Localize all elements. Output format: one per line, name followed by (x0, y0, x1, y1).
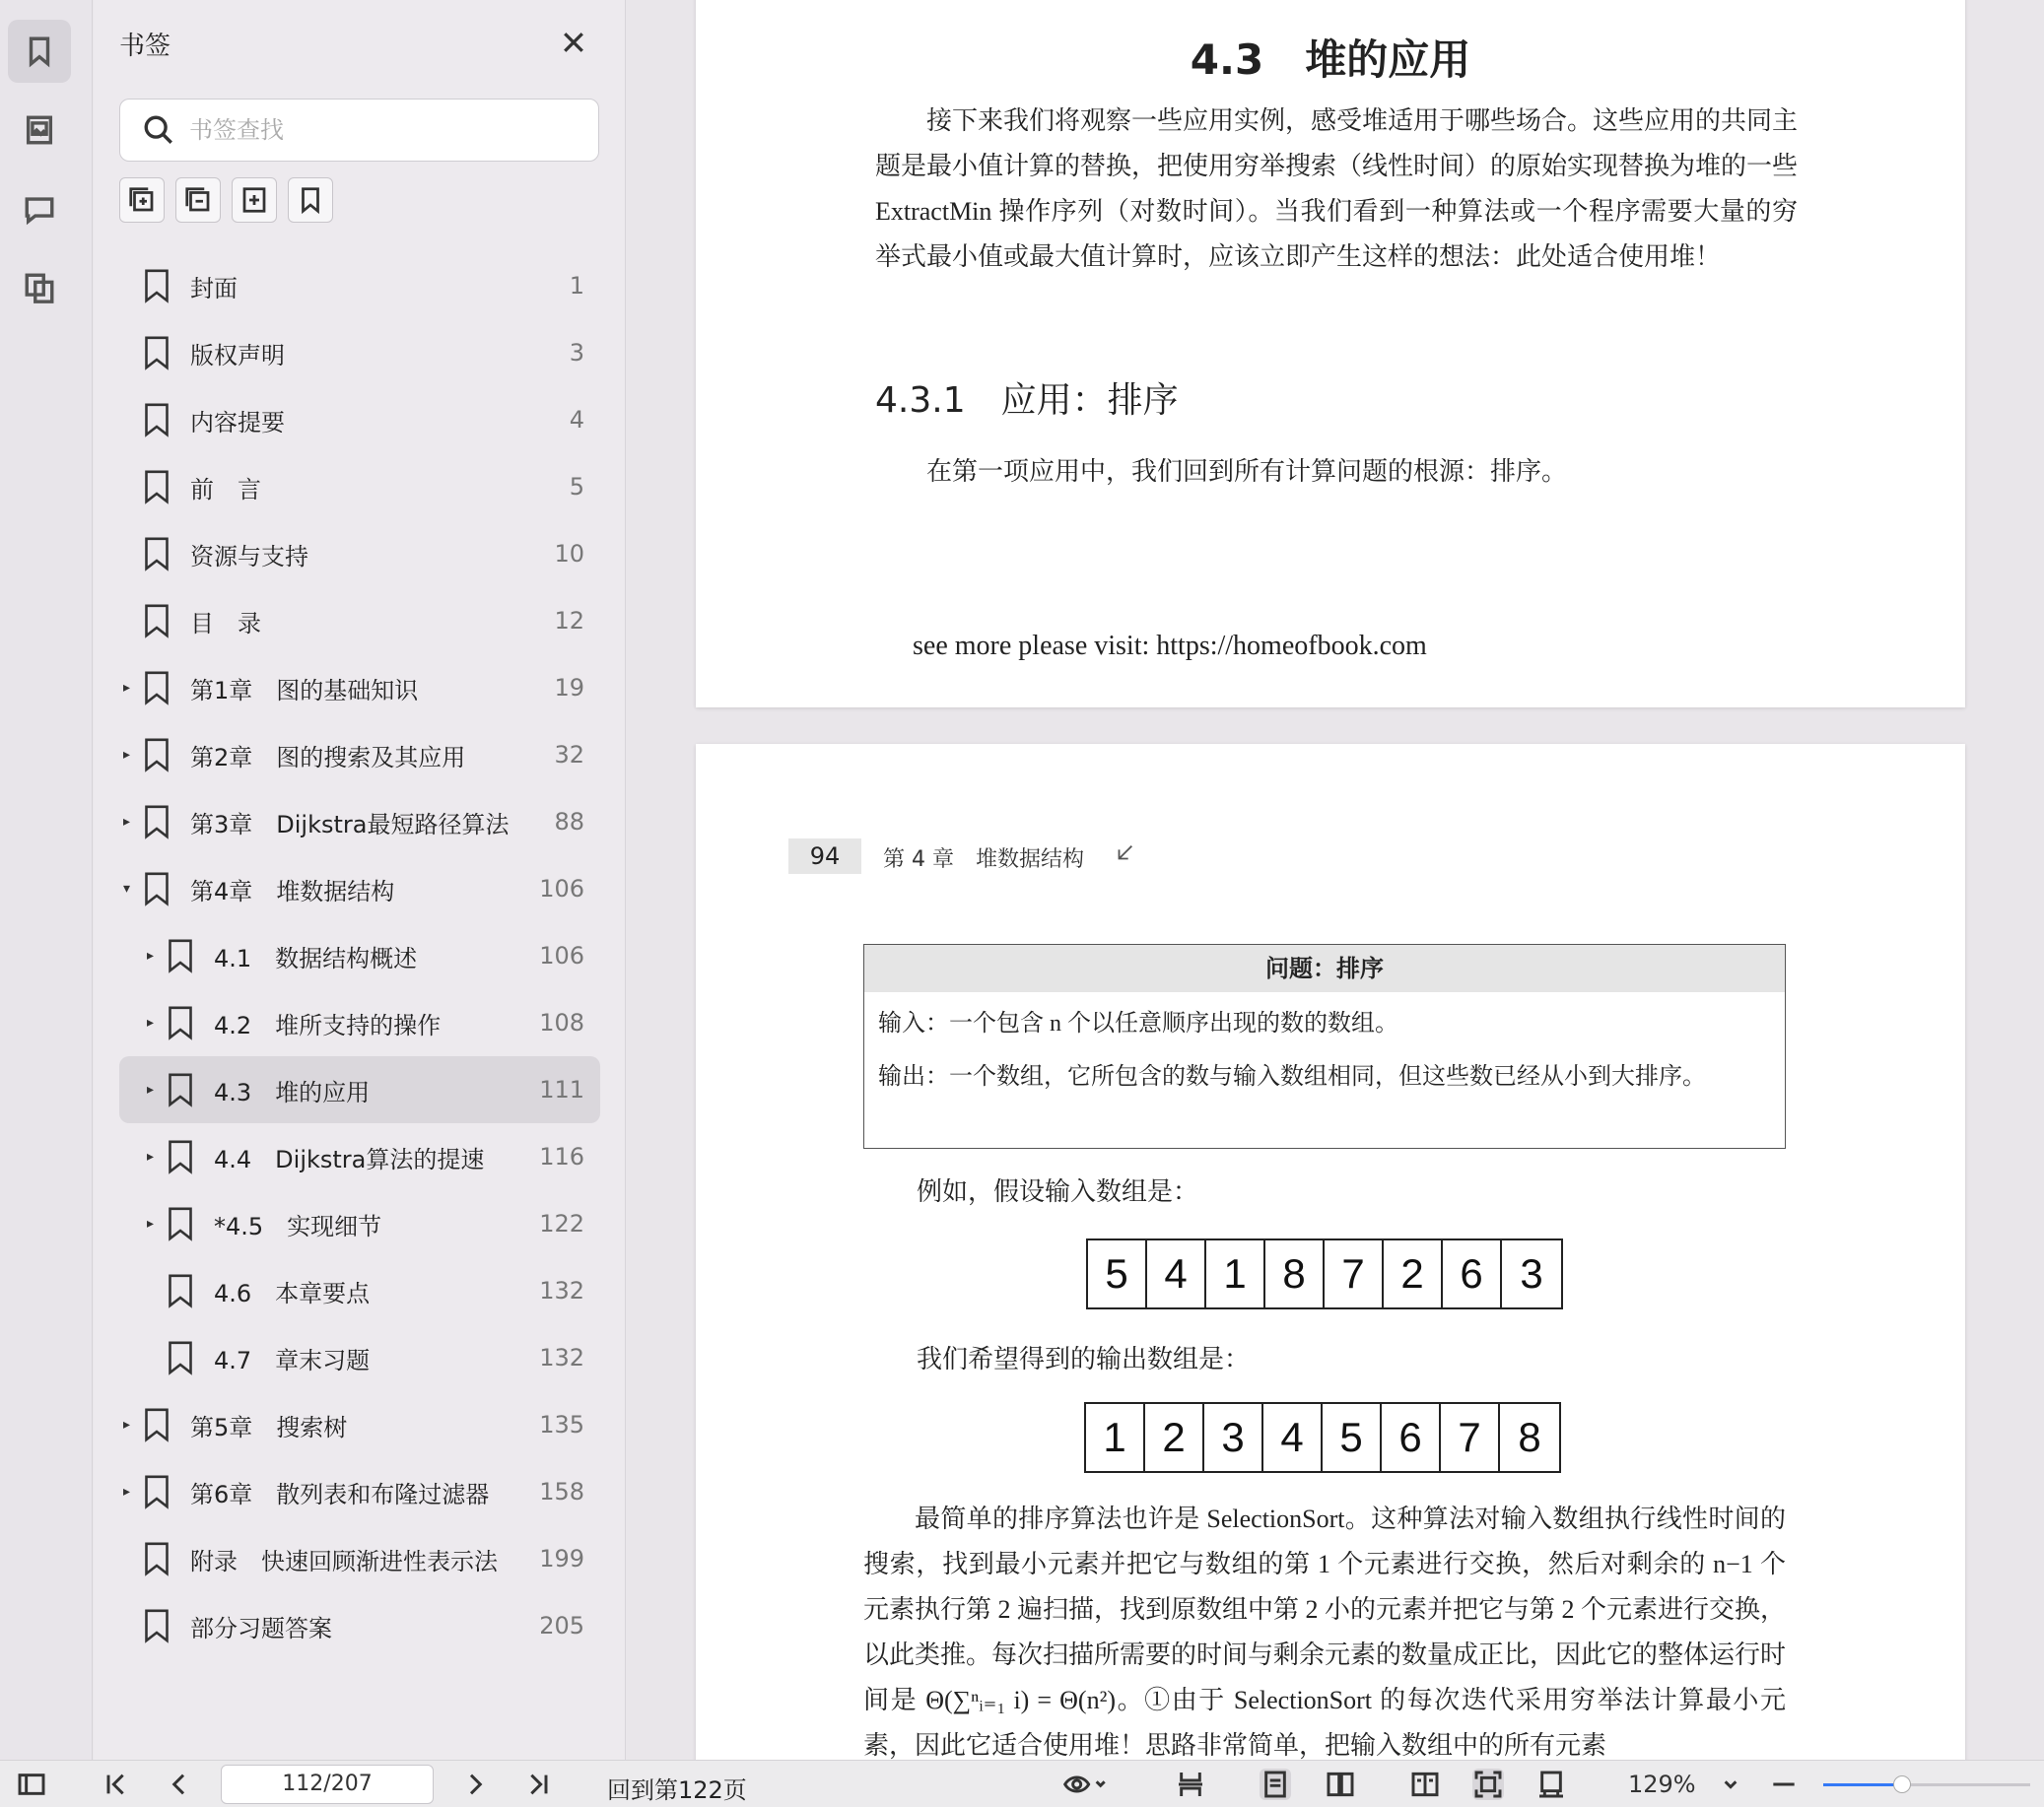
expand-arrow-icon[interactable]: ▸ (123, 814, 131, 830)
bookmark-page-number: 122 (539, 1210, 584, 1238)
bookmark-icon (143, 871, 170, 906)
single-page-icon (1260, 1769, 1291, 1800)
bookmark-tools (119, 177, 333, 223)
add-bookmark-icon (239, 185, 269, 215)
bookmark-label: 4.6 本章要点 (214, 1279, 371, 1307)
array-cell: 5 (1088, 1240, 1147, 1307)
comment-icon (23, 192, 56, 226)
bookmark-label: 第2章 图的搜索及其应用 (190, 743, 466, 771)
panel-title: 书签 (119, 32, 171, 61)
bookmark-icon (167, 938, 194, 973)
array-cell: 6 (1382, 1404, 1441, 1471)
first-page-button[interactable] (101, 1769, 132, 1800)
attachment-panel-button[interactable] (8, 256, 71, 319)
bookmark-page-number: 111 (539, 1076, 584, 1104)
expand-arrow-icon[interactable]: ▸ (147, 1015, 155, 1031)
add-bookmark-button[interactable] (232, 177, 277, 223)
chevron-right-icon (459, 1769, 491, 1800)
search-icon (142, 113, 175, 147)
bookmark-page-number: 106 (539, 875, 584, 903)
page-number: 94 (788, 838, 861, 874)
bookmark-item[interactable] (94, 1391, 626, 1458)
bookmark-label: 部分习题答案 (190, 1614, 332, 1642)
zoom-level[interactable]: 129% (1628, 1771, 1696, 1798)
output-array (1084, 1402, 1561, 1473)
back-link-icon[interactable] (1114, 842, 1135, 864)
bookmark-label: 前 言 (190, 475, 261, 503)
array-cell: 7 (1441, 1404, 1500, 1471)
bookmark-page-number: 88 (554, 808, 584, 836)
zoom-slider-handle[interactable] (1893, 1775, 1911, 1793)
body-paragraph: 最简单的排序算法也许是 SelectionSort。这种算法对输入数组执行线性时间的搜索，找到最小元素并把它与数组的第 1 个元素进行交换，然后对剩余的 n−1 个元素执行第 2 遍扫描，找到原数组中第 2 小的元素并把它与第 2 个元素进行交换，以此类推。每次扫描所需要的时间与剩余元素的数量成正比，因此它的整体运行时间是 Θ(∑ⁿᵢ₌₁ i) = Θ(n²)。①由于 SelectionSort 的每次迭代采用穷举法计算最小元素，因此它适合使用堆！思路非常简单，把输入数组中的所有元素 (863, 1505, 1787, 1760)
bookmark-icon (143, 402, 170, 437)
bookmark-page-number: 106 (539, 942, 584, 970)
bookmark-page-number: 5 (569, 473, 584, 501)
bookmark-item[interactable] (94, 252, 626, 319)
book-icon (1409, 1769, 1441, 1800)
bookmark-icon (143, 469, 170, 504)
zoom-out-button[interactable] (1768, 1769, 1800, 1800)
collapse-all-icon (183, 185, 213, 215)
sidebar-toggle-button[interactable] (16, 1769, 47, 1800)
bookmark-icon (23, 34, 56, 68)
bookmark-page-number: 132 (539, 1344, 584, 1372)
bookmark-page-number: 4 (569, 406, 584, 434)
fit-width-button[interactable] (1535, 1769, 1567, 1800)
bookmark-item[interactable] (94, 587, 626, 654)
expand-arrow-icon[interactable]: ▸ (147, 1149, 155, 1165)
bookmark-icon (143, 737, 170, 772)
bookmark-item[interactable] (94, 922, 626, 989)
left-rail (0, 0, 93, 1760)
bookmark-item[interactable] (94, 788, 626, 855)
bookmark-item[interactable] (94, 1123, 626, 1190)
output-text: 我们希望得到的输出数组是： (917, 1345, 1251, 1373)
array-cell: 5 (1323, 1404, 1382, 1471)
annotation-panel-button[interactable] (8, 177, 71, 240)
single-page-button[interactable] (1260, 1769, 1291, 1800)
section-title: 4.3 堆的应用 (1190, 35, 1471, 84)
bookmark-label: 4.3 堆的应用 (214, 1078, 371, 1106)
last-page-icon (522, 1769, 554, 1800)
footer-url: see more please visit: https://homeofbook.com (913, 631, 1427, 661)
expand-arrow-icon[interactable]: ▸ (123, 747, 131, 763)
bookmark-label: 第5章 搜索树 (190, 1413, 348, 1441)
problem-box (863, 944, 1786, 1149)
bookmark-list (94, 252, 626, 1659)
bookmark-page-number: 199 (539, 1545, 584, 1573)
document-page (696, 0, 1965, 707)
array-cell: 1 (1086, 1404, 1145, 1471)
bookmark-outline-icon (296, 185, 325, 215)
running-header: 第 4 章 堆数据结构 (883, 847, 1084, 872)
bookmark-icon (143, 670, 170, 705)
bookmark-label: 第1章 图的基础知识 (190, 676, 419, 704)
bookmark-page-number: 135 (539, 1411, 584, 1439)
bookmark-icon (143, 804, 170, 839)
bookmark-icon (143, 1407, 170, 1442)
collapse-arrow-icon[interactable]: ▾ (123, 881, 131, 897)
input-array (1086, 1238, 1563, 1309)
intro-paragraph: 接下来我们将观察一些应用实例，感受堆适用于哪些场合。这些应用的共同主题是最小值计算的替换，把使用穷举搜索（线性时间）的原始实现替换为堆的一些 ExtractMin 操作序列（对数时间）。当我们看到一种算法或一个程序需要大量的穷举式最小值或最大值计算时，应该立即产生这样的想法：此处适合使用堆！ (875, 106, 1799, 271)
last-page-button[interactable] (522, 1769, 554, 1800)
bookmark-item[interactable] (94, 319, 626, 386)
bookmark-label: 4.4 Dijkstra算法的提速 (214, 1145, 485, 1173)
bookmark-page-number: 132 (539, 1277, 584, 1305)
bookmark-label: 第6章 散列表和布隆过滤器 (190, 1480, 490, 1508)
bookmark-label: 4.1 数据结构概述 (214, 944, 418, 972)
bookmark-search (119, 99, 599, 162)
bookmark-item[interactable] (94, 1592, 626, 1659)
thumbnail-panel-button[interactable] (8, 99, 71, 162)
array-cell: 6 (1443, 1240, 1502, 1307)
bookmark-icon (143, 335, 170, 370)
bookmark-item[interactable] (94, 1257, 626, 1324)
array-cell: 1 (1206, 1240, 1265, 1307)
bookmark-label: 4.7 章末习题 (214, 1346, 371, 1374)
scroll-icon (1175, 1769, 1206, 1800)
two-page-button[interactable] (1325, 1769, 1356, 1800)
bookmark-label: 版权声明 (190, 341, 285, 369)
array-cell: 7 (1325, 1240, 1384, 1307)
bookmark-label: 封面 (190, 274, 238, 302)
bookmark-current-button[interactable] (288, 177, 333, 223)
expand-arrow-icon[interactable]: ▸ (147, 1216, 155, 1232)
image-icon (23, 113, 56, 147)
zoom-dropdown-button[interactable] (1715, 1769, 1746, 1800)
expand-all-button[interactable] (119, 177, 165, 223)
first-page-icon (101, 1769, 132, 1800)
sidebar-icon (16, 1769, 47, 1800)
bookmark-item[interactable] (94, 855, 626, 922)
document-page (696, 744, 1965, 1760)
array-cell: 3 (1520, 1250, 1543, 1297)
prev-page-button[interactable] (164, 1769, 195, 1800)
expand-arrow-icon[interactable]: ▸ (147, 948, 155, 964)
bookmark-page-number: 158 (539, 1478, 584, 1506)
example-text: 例如，假设输入数组是： (917, 1177, 1199, 1206)
bookmark-label: 内容提要 (190, 408, 285, 436)
bookmark-icon (143, 603, 170, 638)
goto-page-button[interactable]: 回到第122页 (607, 1776, 747, 1804)
bookmark-search-input[interactable] (189, 116, 564, 144)
bookmark-icon (167, 1273, 194, 1308)
bookmark-icon (143, 1474, 170, 1509)
book-mode-button[interactable] (1409, 1769, 1441, 1800)
bookmark-item[interactable] (94, 386, 626, 453)
chevron-left-icon (164, 1769, 195, 1800)
bookmark-item[interactable] (94, 721, 626, 788)
bookmark-icon (143, 1608, 170, 1643)
bookmark-item[interactable] (94, 453, 626, 520)
array-cell: 8 (1265, 1240, 1325, 1307)
bookmark-icon (167, 1340, 194, 1375)
array-cell: 8 (1518, 1414, 1541, 1460)
fit-page-button[interactable] (1472, 1769, 1504, 1800)
sub-intro-paragraph: 在第一项应用中，我们回到所有计算问题的根源：排序。 (926, 457, 1568, 486)
bookmark-label: 目 录 (190, 609, 261, 637)
bookmark-item[interactable] (94, 1190, 626, 1257)
expand-arrow-icon[interactable]: ▸ (123, 680, 131, 696)
copy-icon (23, 271, 56, 304)
bookmark-icon (167, 1072, 194, 1107)
minus-icon (1768, 1769, 1800, 1800)
expand-arrow-icon[interactable]: ▸ (123, 1417, 131, 1433)
bookmark-icon (143, 268, 170, 303)
expand-all-icon (127, 185, 157, 215)
bookmark-icon (167, 1139, 194, 1174)
subsection-title: 4.3.1 应用：排序 (875, 380, 1179, 421)
array-cell: 4 (1263, 1404, 1323, 1471)
bookmark-label: 附录 快速回顾渐进性表示法 (190, 1547, 498, 1575)
bookmark-label: 第3章 Dijkstra最短路径算法 (190, 810, 510, 838)
bookmark-page-number: 108 (539, 1009, 584, 1037)
close-panel-button[interactable] (559, 28, 588, 57)
bookmark-page-number: 12 (554, 607, 584, 635)
problem-title: 问题：排序 (864, 945, 1785, 992)
bookmark-icon (143, 536, 170, 571)
bookmark-page-number: 1 (569, 272, 584, 300)
array-cell: 2 (1384, 1240, 1443, 1307)
view-mode-button[interactable] (1062, 1769, 1114, 1800)
expand-arrow-icon[interactable]: ▸ (147, 1082, 155, 1098)
document-viewer[interactable] (627, 0, 2044, 1760)
bookmark-page-number: 3 (569, 339, 584, 367)
close-icon (559, 28, 588, 57)
bookmark-label: 第4章 堆数据结构 (190, 877, 395, 905)
page-input[interactable]: 112/207 (221, 1765, 434, 1804)
bookmark-item[interactable] (94, 520, 626, 587)
bottom-toolbar (0, 1760, 2044, 1807)
bookmark-item[interactable] (94, 1458, 626, 1525)
array-cell: 3 (1204, 1404, 1263, 1471)
problem-output: 输出：一个数组，它所包含的数与输入数组相同，但这些数已经从小到大排序。 (878, 1064, 1706, 1090)
bookmark-page-number: 32 (554, 741, 584, 769)
bookmark-page-number: 19 (554, 674, 584, 702)
bookmark-panel-button[interactable] (8, 20, 71, 83)
bookmark-page-number: 116 (539, 1143, 584, 1171)
bookmark-page-number: 10 (554, 540, 584, 568)
zoom-slider-fill (1823, 1783, 1902, 1786)
bookmark-label: 4.2 堆所支持的操作 (214, 1011, 442, 1039)
eye-icon (1062, 1769, 1110, 1800)
bookmark-panel (94, 0, 626, 1760)
continuous-scroll-button[interactable] (1175, 1769, 1206, 1800)
bookmark-item[interactable] (94, 654, 626, 721)
array-cell: 4 (1147, 1240, 1206, 1307)
next-page-button[interactable] (459, 1769, 491, 1800)
bookmark-icon (167, 1005, 194, 1040)
two-page-icon (1325, 1769, 1356, 1800)
bookmark-icon (167, 1206, 194, 1241)
bookmark-item[interactable] (94, 1525, 626, 1592)
bookmark-item[interactable] (119, 1056, 600, 1123)
fit-page-icon (1472, 1769, 1504, 1800)
problem-input: 输入：一个包含 n 个以任意顺序出现的数的数组。 (878, 1011, 1398, 1037)
expand-arrow-icon[interactable]: ▸ (123, 1484, 131, 1500)
bookmark-label: 资源与支持 (190, 542, 308, 570)
bookmark-item[interactable] (94, 1324, 626, 1391)
bookmark-icon (143, 1541, 170, 1576)
bookmark-page-number: 205 (539, 1612, 584, 1640)
chevron-down-icon (1715, 1769, 1746, 1800)
bookmark-label: *4.5 实现细节 (214, 1212, 382, 1240)
fit-width-icon (1535, 1769, 1567, 1800)
collapse-all-button[interactable] (175, 177, 221, 223)
bookmark-item[interactable] (94, 989, 626, 1056)
array-cell: 2 (1145, 1404, 1204, 1471)
